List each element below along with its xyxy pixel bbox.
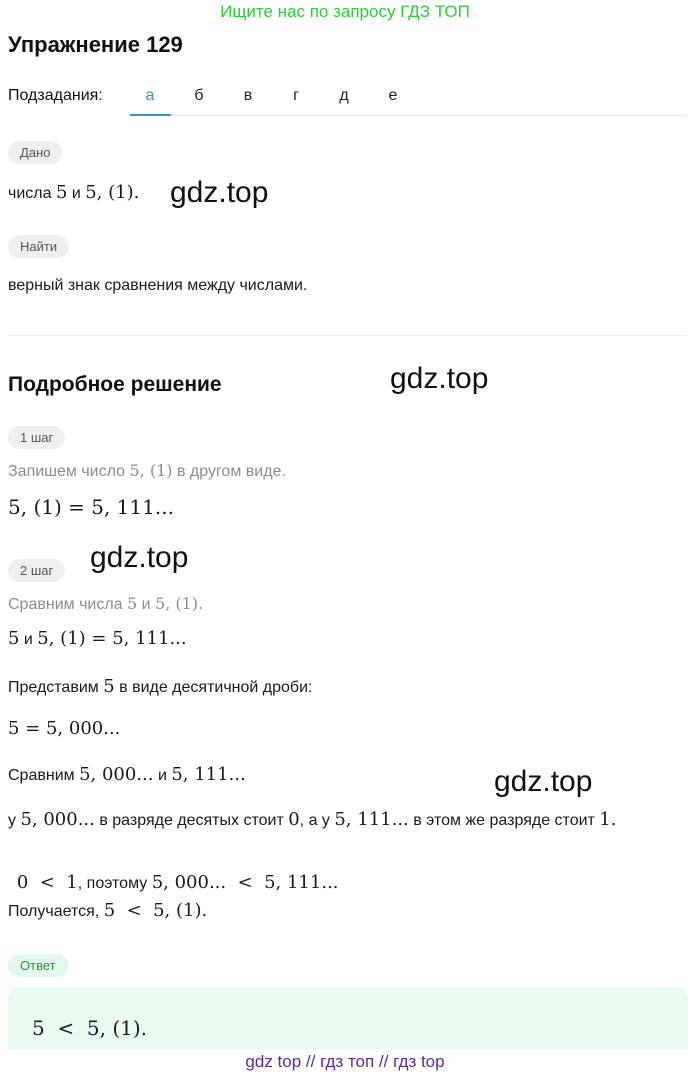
- step1-formula: 5, (1) = 5, 111...: [8, 495, 174, 519]
- find-text: верный знак сравнения между числами.: [8, 277, 308, 294]
- tab-g[interactable]: г: [293, 87, 299, 104]
- tab-a[interactable]: а: [145, 87, 155, 104]
- exercise-title: Упражнение 129: [8, 32, 183, 57]
- step2-line7: Получается, 5 < 5, (1).: [8, 900, 208, 921]
- step1-note: Запишем число 5, (1) в другом виде.: [8, 461, 286, 480]
- answer-label: Ответ: [8, 954, 68, 977]
- given-label: Дано: [8, 141, 62, 164]
- step1-pill-wrap: [8, 426, 65, 449]
- step1-label: 1 шаг: [8, 426, 65, 449]
- step2-line2: Представим 5 в виде десятичной дроби:: [8, 676, 313, 697]
- find-label: Найти: [8, 235, 69, 258]
- tab-d[interactable]: д: [339, 87, 349, 104]
- watermark-3: gdz.top: [90, 541, 189, 574]
- step2-line1: 5 и 5, (1) = 5, 111...: [8, 628, 187, 649]
- step2-note: Сравним числа 5 и 5, (1).: [8, 594, 204, 613]
- step2-line5: у 5, 000... в разряде десятых стоит 0, а у 5, 111... в этом же разряде стоит 1.: [8, 809, 617, 830]
- tab-e[interactable]: е: [388, 87, 398, 104]
- active-tab-indicator: [130, 114, 171, 116]
- watermark-4: gdz.top: [494, 765, 593, 798]
- subtasks-label: Подзадания:: [8, 87, 103, 104]
- tabs-divider: [130, 115, 686, 116]
- answer-formula: 5 < 5, (1).: [32, 1016, 148, 1040]
- step2-line4: Сравним 5, 000... и 5, 111...: [8, 764, 246, 785]
- given-pill-wrap: [8, 141, 62, 164]
- solution-title: Подробное решение: [8, 373, 222, 396]
- section-divider: [8, 335, 686, 336]
- step2-pill-wrap: [8, 559, 65, 582]
- step2-label: 2 шаг: [8, 559, 65, 582]
- watermark-2: gdz.top: [390, 362, 489, 395]
- tab-b[interactable]: б: [194, 87, 204, 104]
- footer-text: gdz top // гдз топ // гдз top: [245, 1052, 445, 1071]
- answer-pill-wrap: [8, 954, 68, 977]
- given-text: числа 5 и 5, (1).: [8, 182, 140, 203]
- watermark-1: gdz.top: [170, 176, 269, 209]
- step2-line3: 5 = 5, 000...: [8, 718, 121, 739]
- tab-v[interactable]: в: [243, 87, 253, 104]
- search-banner: Ищите нас по запросу ГДЗ ТОП: [220, 2, 470, 21]
- step2-line6: 0 < 1, поэтому 5, 000... < 5, 111...: [16, 872, 339, 893]
- find-pill-wrap: [8, 235, 69, 258]
